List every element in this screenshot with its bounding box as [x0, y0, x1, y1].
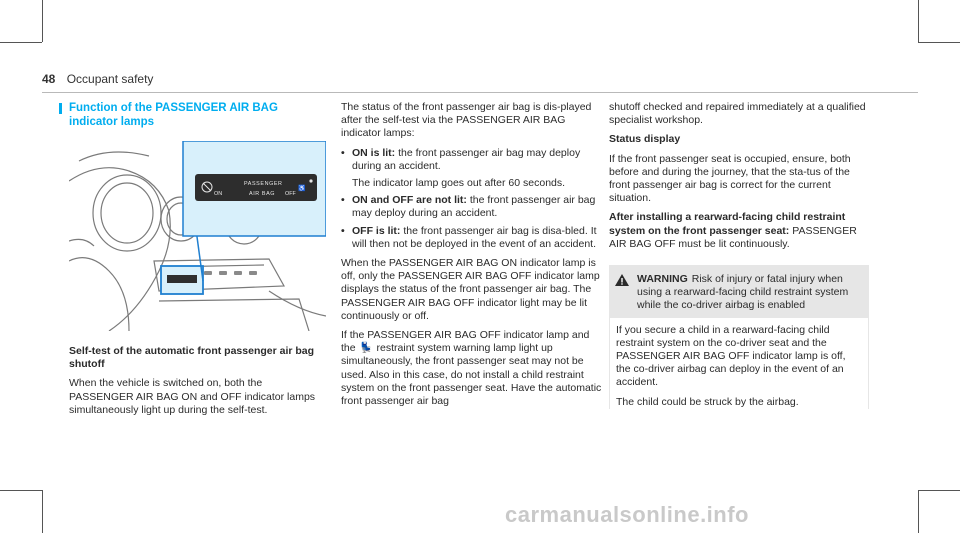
crop-mark: [918, 42, 960, 43]
paragraph-text: If the PASSENGER AIR BAG OFF indicator lamp and the: [341, 329, 590, 355]
warning-header: [615, 273, 861, 313]
dashboard-illustration: [69, 141, 326, 331]
self-test-body: When the vehicle is switched on, both the PASSENGER AIR BAG ON and OFF indicator lamps simultaneously light up during the self-test.: [69, 377, 316, 416]
list-item: [341, 147, 603, 191]
status-display-heading: Status display: [609, 133, 681, 146]
warning-triangle-icon: [615, 273, 637, 290]
column-left: [69, 101, 326, 423]
warning-body: [609, 318, 869, 409]
list-item-term: OFF is lit:: [352, 224, 401, 237]
warning-paragraph: If you secure a child in a rearward-facing child restraint system on the co-driver seat and the PASSENGER AIR BAG OFF indicator lamp is off, the co-driver airbag can deploy in the event of an accident.: [616, 323, 846, 389]
panel-airbag-label: AIR BAG: [249, 191, 276, 197]
page-header: [42, 72, 153, 86]
watermark: carmanualsonline.info: [505, 502, 749, 527]
status-intro: The status of the front passenger air bag is dis-played after the self-test via the PASSENGER AIR BAG indicator lamps:: [341, 101, 592, 140]
warning-paragraph: The child could be struck by the airbag.: [616, 395, 799, 408]
header-rule: [42, 92, 918, 93]
self-test-heading: Self-test of the automatic front passenger air bag shutoff: [69, 345, 315, 371]
warning-lamp-paragraph: [341, 329, 603, 408]
crop-mark: [0, 42, 42, 43]
continued-paragraph: shutoff checked and repaired immediately at a qualified specialist workshop.: [609, 101, 866, 127]
seat-icon: ♿: [298, 186, 306, 192]
panel-passenger-label: PASSENGER: [244, 181, 283, 187]
after-installing-body: PASSENGER AIR BAG OFF must be lit continuously.: [609, 224, 857, 250]
warning-label: WARNING: [637, 273, 688, 286]
list-item: [341, 194, 603, 220]
status-display-body: If the front passenger seat is occupied, ensure, both before and during the journey, that the sta-tus of the front passenger air bag is correct for the current situation.: [609, 152, 851, 205]
indicator-states-list: [341, 147, 603, 251]
dashboard-drawing: [69, 141, 326, 331]
off-status-paragraph: When the PASSENGER AIR BAG ON indicator lamp is off, only the PASSENGER AIR BAG OFF indicator lamp displays the status of the front passenger air bag. The PASSENGER AIR BAG OFF indicator light may be lit continuously or off.: [341, 257, 600, 322]
page-number: 48: [42, 72, 56, 86]
crop-mark: [918, 490, 919, 533]
list-item-term: ON and OFF are not lit:: [352, 194, 467, 207]
crop-mark: [42, 0, 43, 42]
heading-bar: [59, 103, 62, 114]
panel-on-label: ON: [214, 191, 223, 197]
crop-mark: [0, 490, 42, 491]
after-installing-heading: After installing a rearward-facing child restraint system on the front passenger seat:: [609, 211, 846, 237]
warning-title: [637, 273, 861, 313]
warning-title-text: Risk of injury or fatal injury when using a rearward-facing child restraint system while the co-driver airbag is enabled: [637, 273, 849, 312]
list-item: [341, 225, 603, 251]
list-item-text: the front passenger air bag may deploy during an accident.: [352, 146, 581, 172]
list-item-text: the front passenger air bag may deploy during an accident.: [352, 194, 596, 220]
crop-mark: [42, 490, 43, 533]
warning-box: [609, 265, 869, 318]
section-heading-text: Function of the PASSENGER AIR BAG indicator lamps: [69, 102, 278, 128]
paragraph-text: restraint system warning lamp light up simultaneously, the front passenger seat may not be used. Also in this case, do not install a child restraint system on the front passenger seat. Have the automatic front passenger air bag: [341, 342, 602, 408]
section-title: Occupant safety: [66, 72, 154, 86]
section-heading: [69, 101, 326, 129]
crop-mark: [918, 0, 919, 42]
after-installing-paragraph: [609, 211, 869, 251]
list-item-note: The indicator lamp goes out after 60 seconds.: [352, 177, 566, 190]
crop-mark: [918, 490, 960, 491]
restraint-system-icon: 💺: [359, 342, 373, 355]
list-item-text: the front passenger air bag is disa-bled. It will then not be deployed in the event of an accident.: [352, 224, 597, 250]
column-right: [609, 101, 869, 415]
column-middle: [341, 101, 603, 414]
list-item-term: ON is lit:: [352, 146, 396, 159]
panel-off-label: OFF: [285, 191, 296, 197]
